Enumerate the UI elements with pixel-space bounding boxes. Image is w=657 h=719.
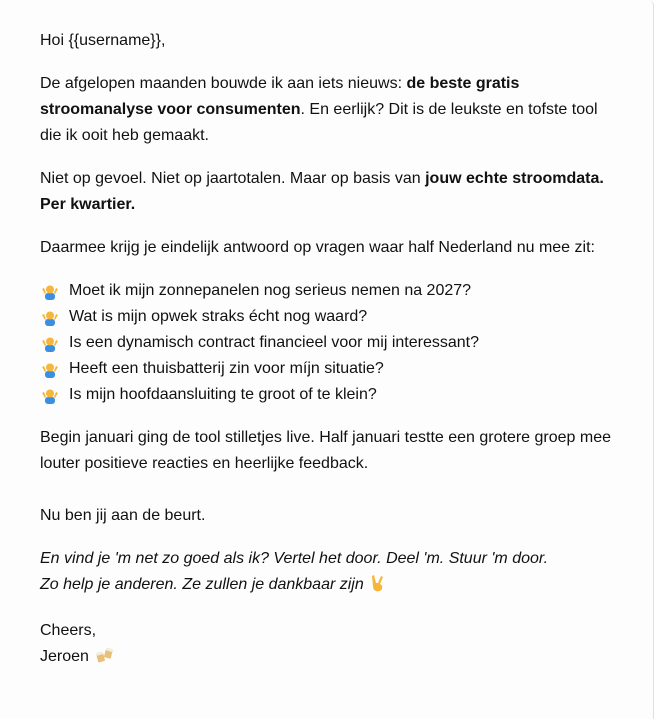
question-text: Heeft een thuisbatterij zin voor míjn situatie? <box>69 360 384 377</box>
questions-list <box>40 278 620 408</box>
list-item <box>40 304 620 330</box>
basis-bold: jouw echte stroomdata. Per kwartier. <box>40 170 604 213</box>
launch-paragraph: Begin januari ging de tool stilletjes live. Half januari testte een grotere groep mee louter positieve reacties en heerlijke feedback. <box>40 429 611 472</box>
intro-text-before: De afgelopen maanden bouwde ik aan iets nieuws: <box>40 75 407 92</box>
share-line-1: En vind je 'm net zo goed als ik? Vertel het door. Deel 'm. Stuur 'm door. <box>40 550 549 567</box>
basis-text-before: Niet op gevoel. Niet op jaartotalen. Maar op basis van <box>40 170 426 187</box>
list-item <box>40 356 620 382</box>
signature: Jeroen <box>40 648 89 665</box>
question-text: Is mijn hoofdaansluiting te groot of te klein? <box>69 386 377 403</box>
share-paragraph <box>40 546 620 601</box>
person-shrugging-icon <box>40 282 60 300</box>
clinking-beer-mugs-icon <box>95 646 115 673</box>
signoff: Cheers, <box>40 622 97 639</box>
person-shrugging-icon <box>40 334 60 352</box>
person-shrugging-icon <box>40 386 60 404</box>
basis-paragraph <box>40 166 620 218</box>
question-text: Moet ik mijn zonnepanelen nog serieus nemen na 2027? <box>69 282 472 299</box>
list-item <box>40 278 620 304</box>
intro-text-after: . En eerlijk? Dit is de leukste en tofste tool die ik ooit heb gemaakt. <box>40 101 598 144</box>
question-text: Wat is mijn opwek straks écht nog waard? <box>69 308 368 325</box>
greeting: Hoi {{username}}, <box>40 32 166 49</box>
person-shrugging-icon <box>40 308 60 326</box>
signature-line <box>40 644 620 673</box>
email-body <box>40 28 620 673</box>
questions-intro: Daarmee krijg je eindelijk antwoord op vragen waar half Nederland nu mee zit: <box>40 239 595 256</box>
your-turn-paragraph: Nu ben jij aan de beurt. <box>40 507 206 524</box>
list-item <box>40 330 620 356</box>
share-line-2: Zo help je anderen. Ze zullen je dankbaar zijn <box>40 576 364 593</box>
victory-hand-icon <box>370 574 386 601</box>
intro-bold: de beste gratis stroomanalyse voor consumenten <box>40 75 520 118</box>
blank-line <box>40 477 620 503</box>
list-item <box>40 382 620 408</box>
intro-paragraph <box>40 71 620 149</box>
question-text: Is een dynamisch contract financieel voor mij interessant? <box>69 334 479 351</box>
person-shrugging-icon <box>40 360 60 378</box>
